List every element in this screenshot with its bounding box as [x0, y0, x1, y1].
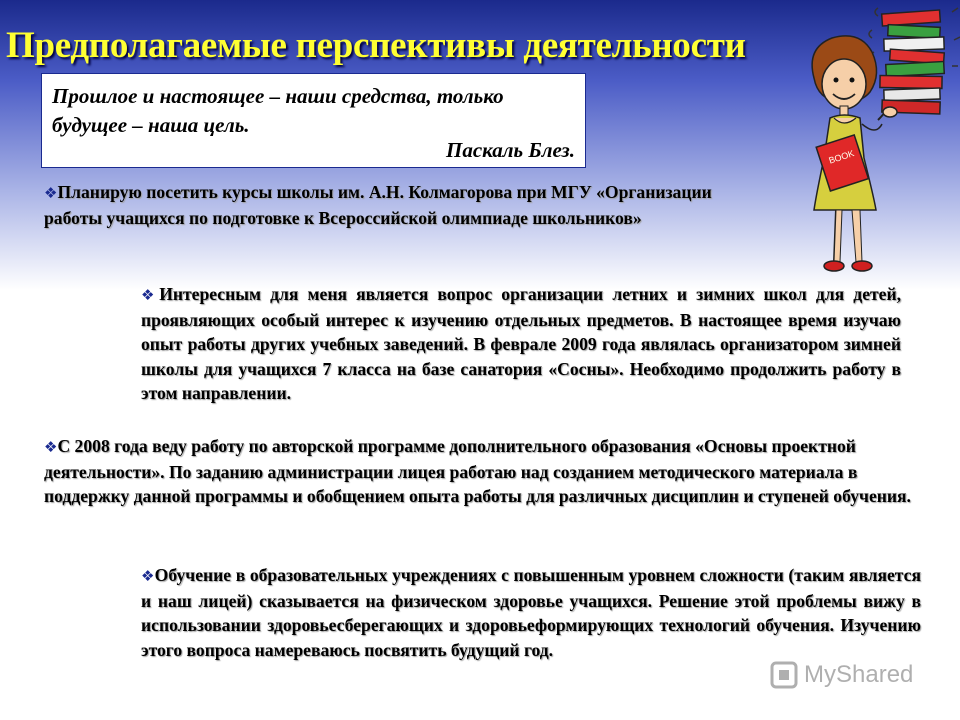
paragraph-text: С 2008 года веду работу по авторской программе дополнительного образования «Основы проектной деятельности». По заданию администрации лицея работаю над созданием методического материала в поддержку данной программы и обобщением опыта работы для различных дисциплин и ступеней обучения. — [44, 436, 911, 506]
paragraph-schools — [141, 282, 901, 406]
paragraph-text: Планирую посетить курсы школы им. А.Н. Колмагорова при МГУ «Организации работы учащихся по подготовке к Всероссийской олимпиаде школьников» — [44, 182, 712, 228]
paragraph-text: Обучение в образовательных учреждениях с повышенным уровнем сложности (таким является и наш лицей) сказывается на физическом здоровье учащихся. Решение этой проблемы вижу в использовании здоровьесберегающих и здоровьеформирующих технологий обучения. Изучению этого вопроса намереваюсь посвятить будущий год. — [141, 565, 921, 660]
quote-box — [41, 73, 586, 168]
girl-with-books-icon — [800, 0, 960, 280]
bullet-icon: ❖ — [44, 438, 58, 456]
paragraph-courses — [44, 180, 734, 230]
paragraph-health — [141, 563, 921, 662]
quote-line-1: Прошлое и настоящее – наши средства, только — [52, 84, 504, 108]
myshared-logo-icon — [770, 661, 798, 689]
bullet-icon: ❖ — [141, 286, 160, 304]
paragraph-text: Интересным для меня является вопрос организации летних и зимних школ для детей, проявляющих особый интерес к изучению отдельных предметов. В настоящее время изучаю опыт работы других учебных заведений. В феврале 2009 года являлась организатором зимней школы для учащихся 7 класса на базе санатория «Сосны». Необходимо продолжить работу в этом направлении. — [141, 284, 902, 403]
watermark-text: MyShared — [804, 661, 914, 688]
book-label: BOOK — [827, 148, 856, 166]
quote-text — [52, 82, 504, 140]
quote-line-2: будущее – наша цель. — [52, 113, 250, 137]
quote-author: Паскаль Блез. — [445, 138, 575, 162]
paragraph-program — [44, 434, 929, 509]
bullet-icon: ❖ — [44, 184, 58, 202]
slide-title: Предполагаемые перспективы деятельности — [6, 25, 746, 66]
myshared-watermark — [770, 658, 913, 692]
bullet-icon: ❖ — [141, 567, 155, 585]
